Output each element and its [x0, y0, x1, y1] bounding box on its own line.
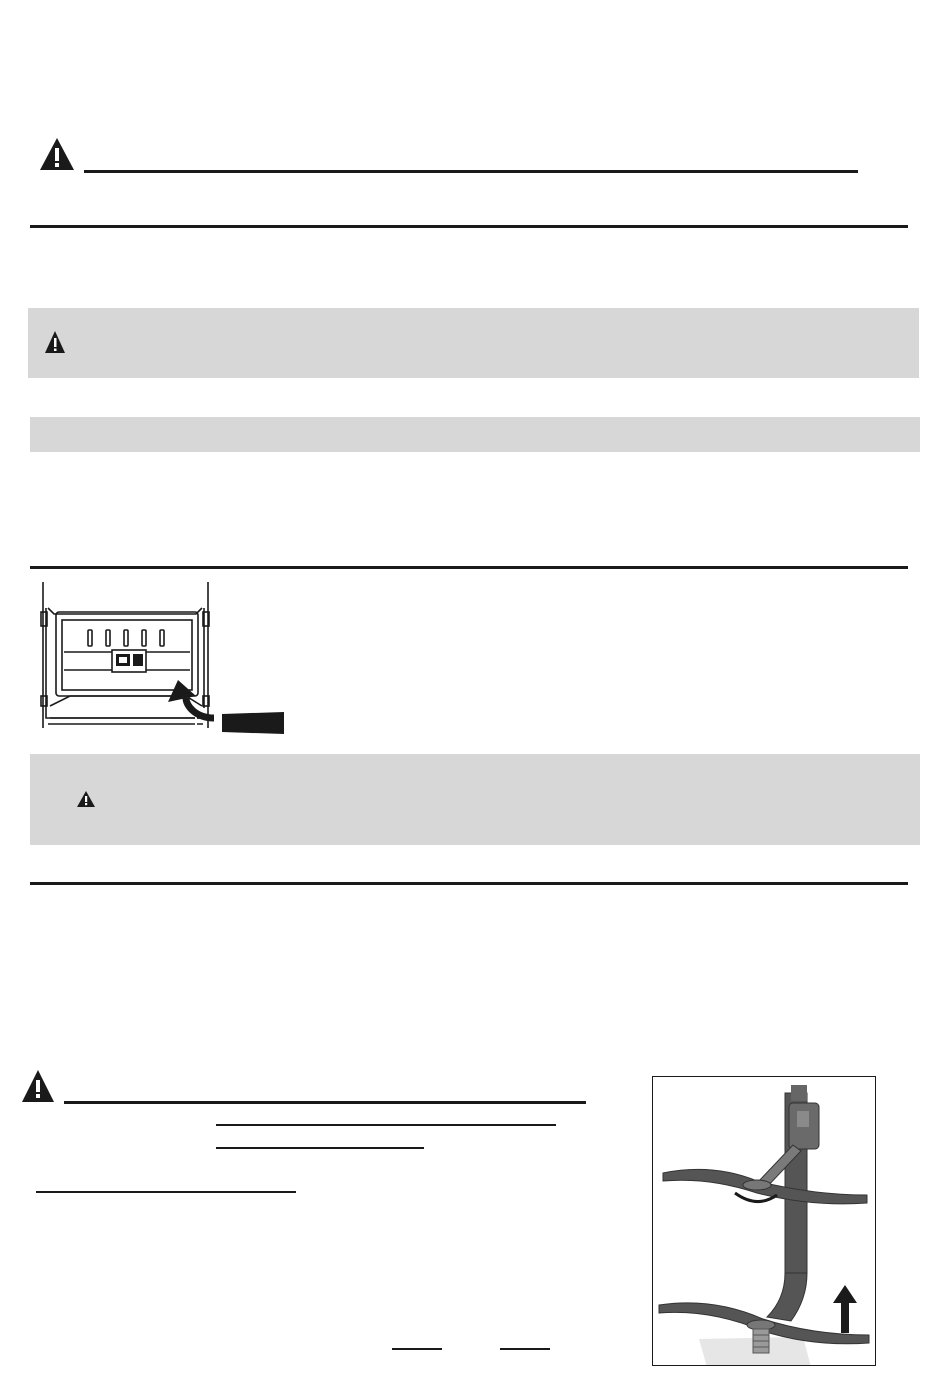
text-underline [500, 1348, 550, 1350]
heading-underline [84, 170, 858, 173]
warning-box [28, 308, 919, 378]
warning-triangle-icon [38, 136, 76, 172]
dishwasher-filter-illustration [36, 578, 284, 736]
arrow-up-icon [831, 1283, 859, 1335]
warning-heading-bottom [20, 1068, 590, 1198]
heading-underline [64, 1101, 586, 1104]
warning-box [30, 754, 920, 845]
section-divider [30, 225, 908, 228]
section-divider [30, 566, 908, 569]
text-underline [392, 1348, 442, 1350]
note-bar [30, 417, 920, 452]
spray-arms-figure-frame [652, 1076, 876, 1366]
warning-triangle-icon [20, 1068, 56, 1104]
text-underline [216, 1147, 424, 1149]
warning-triangle-icon [76, 790, 96, 808]
text-underline [216, 1124, 556, 1126]
text-underline [36, 1191, 296, 1193]
warning-heading-top [38, 136, 868, 180]
section-divider [30, 882, 908, 885]
warning-triangle-icon [44, 330, 66, 354]
